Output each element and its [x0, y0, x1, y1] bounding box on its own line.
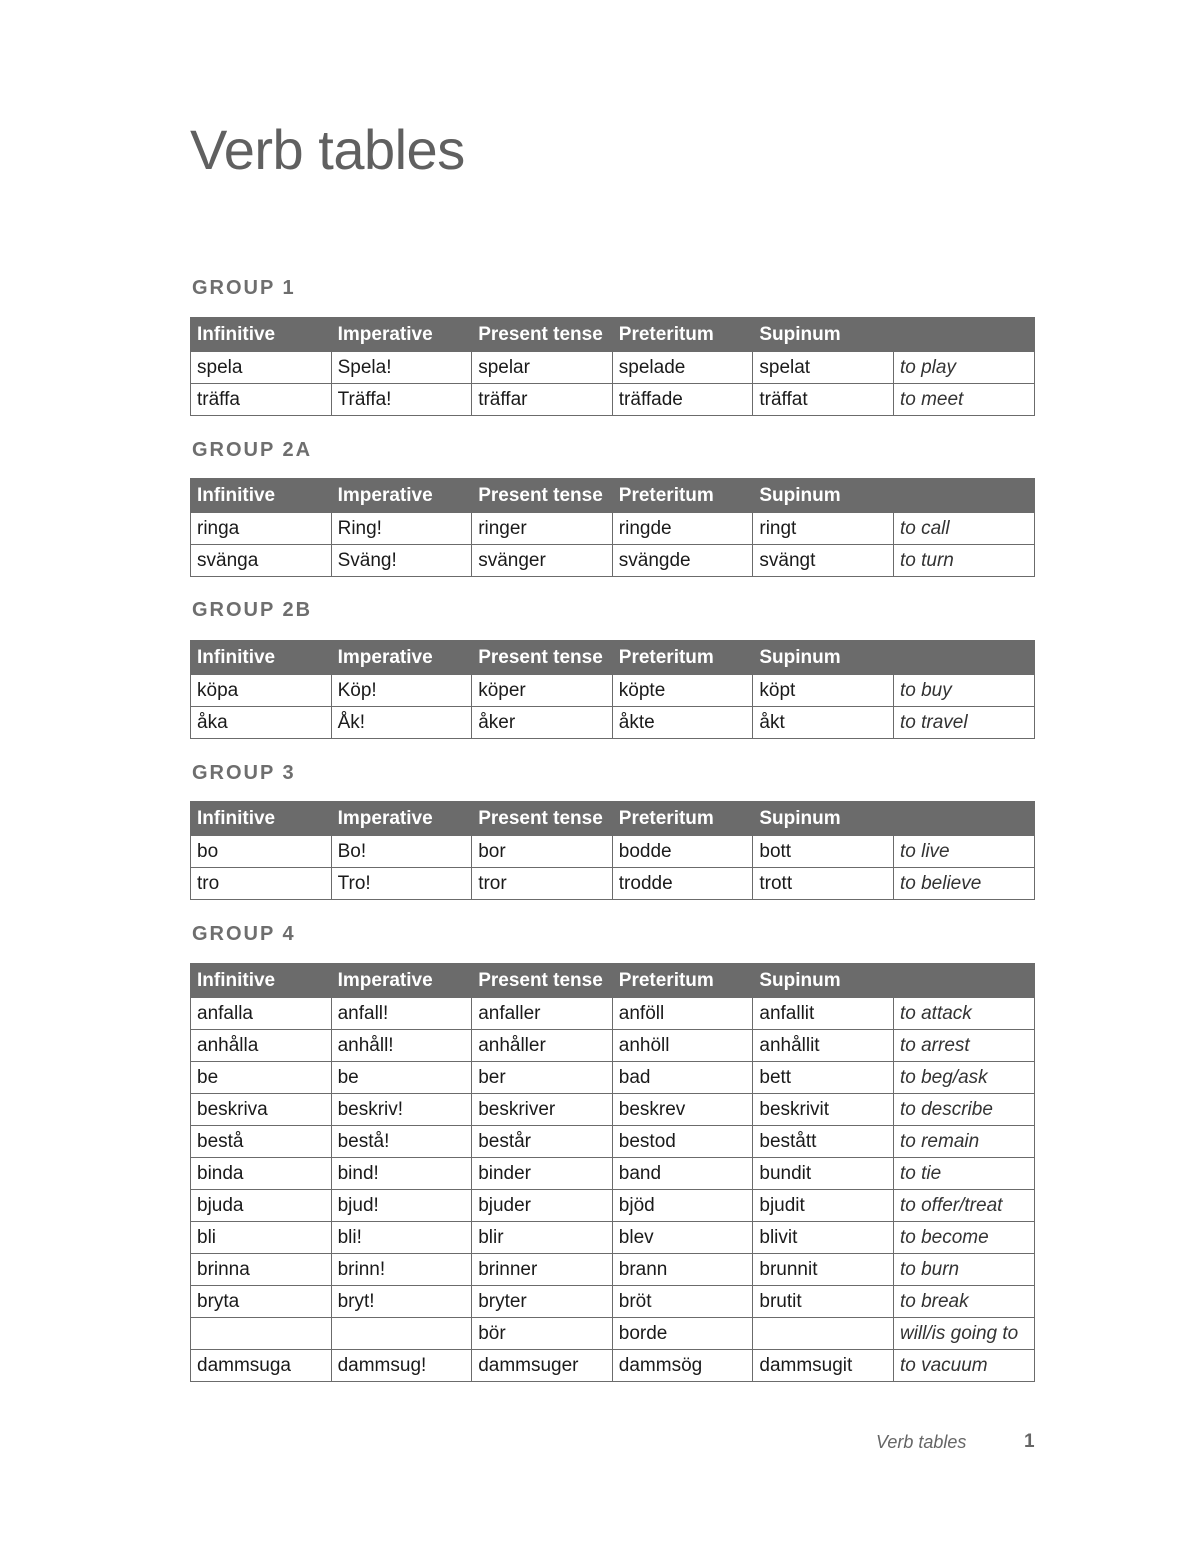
column-header-infinitive: Infinitive — [191, 964, 332, 998]
page-number: 1 — [1024, 1431, 1035, 1452]
infinitive-cell: dammsuga — [191, 1350, 332, 1382]
infinitive-cell: anhålla — [191, 1030, 332, 1062]
supinum-cell: trott — [753, 868, 894, 900]
imperative-cell: dammsug! — [331, 1350, 472, 1382]
table-row — [191, 1190, 1035, 1222]
preteritum-cell: bröt — [612, 1286, 753, 1318]
table-row — [191, 1094, 1035, 1126]
present-tense-cell: spelar — [472, 352, 613, 384]
supinum-cell: brutit — [753, 1286, 894, 1318]
column-header-supinum: Supinum — [753, 641, 894, 675]
column-header-meaning — [893, 318, 1034, 352]
imperative-cell: brinn! — [331, 1254, 472, 1286]
infinitive-cell — [191, 1318, 332, 1350]
group-4-heading: GROUP 4 — [192, 923, 296, 945]
present-tense-cell: ber — [472, 1062, 613, 1094]
present-tense-cell: blir — [472, 1222, 613, 1254]
supinum-cell: köpt — [753, 675, 894, 707]
meaning-cell: to meet — [893, 384, 1034, 416]
meaning-cell: to burn — [893, 1254, 1034, 1286]
supinum-cell: åkt — [753, 707, 894, 739]
supinum-cell: brunnit — [753, 1254, 894, 1286]
present-tense-cell: bör — [472, 1318, 613, 1350]
group-3-table — [190, 801, 1035, 900]
table-row — [191, 1254, 1035, 1286]
group-2b-heading: GROUP 2B — [192, 599, 313, 621]
meaning-cell: will/is going to — [893, 1318, 1034, 1350]
meaning-cell: to break — [893, 1286, 1034, 1318]
table-header-row — [191, 802, 1035, 836]
column-header-present-tense: Present tense — [472, 641, 613, 675]
table-row — [191, 1318, 1035, 1350]
meaning-cell: to attack — [893, 998, 1034, 1030]
infinitive-cell: bjuda — [191, 1190, 332, 1222]
table-header-row — [191, 318, 1035, 352]
meaning-cell: to live — [893, 836, 1034, 868]
table-row — [191, 1350, 1035, 1382]
meaning-cell: to believe — [893, 868, 1034, 900]
infinitive-cell: bo — [191, 836, 332, 868]
preteritum-cell: trodde — [612, 868, 753, 900]
meaning-cell: to describe — [893, 1094, 1034, 1126]
table-row — [191, 352, 1035, 384]
column-header-present-tense: Present tense — [472, 964, 613, 998]
infinitive-cell: spela — [191, 352, 332, 384]
preteritum-cell: bestod — [612, 1126, 753, 1158]
supinum-cell: träffat — [753, 384, 894, 416]
preteritum-cell: bodde — [612, 836, 753, 868]
present-tense-cell: bjuder — [472, 1190, 613, 1222]
present-tense-cell: bor — [472, 836, 613, 868]
column-header-imperative: Imperative — [331, 964, 472, 998]
table-row — [191, 868, 1035, 900]
column-header-preteritum: Preteritum — [612, 964, 753, 998]
imperative-cell: bjud! — [331, 1190, 472, 1222]
supinum-cell: beskrivit — [753, 1094, 894, 1126]
preteritum-cell: svängde — [612, 545, 753, 577]
present-tense-cell: beskriver — [472, 1094, 613, 1126]
imperative-cell: Bo! — [331, 836, 472, 868]
imperative-cell: Åk! — [331, 707, 472, 739]
column-header-imperative: Imperative — [331, 479, 472, 513]
table-row — [191, 1222, 1035, 1254]
imperative-cell: beskriv! — [331, 1094, 472, 1126]
imperative-cell: be — [331, 1062, 472, 1094]
column-header-meaning — [893, 802, 1034, 836]
infinitive-cell: binda — [191, 1158, 332, 1190]
imperative-cell: Träffa! — [331, 384, 472, 416]
supinum-cell: bestått — [753, 1126, 894, 1158]
table-row — [191, 1126, 1035, 1158]
table-row — [191, 1158, 1035, 1190]
footer-section-label: Verb tables — [876, 1432, 967, 1452]
group-2a-heading: GROUP 2A — [192, 439, 313, 461]
meaning-cell: to become — [893, 1222, 1034, 1254]
column-header-preteritum: Preteritum — [612, 479, 753, 513]
imperative-cell — [331, 1318, 472, 1350]
preteritum-cell: borde — [612, 1318, 753, 1350]
imperative-cell: bestå! — [331, 1126, 472, 1158]
meaning-cell: to arrest — [893, 1030, 1034, 1062]
table-header-row — [191, 964, 1035, 998]
meaning-cell: to tie — [893, 1158, 1034, 1190]
present-tense-cell: bryter — [472, 1286, 613, 1318]
meaning-cell: to play — [893, 352, 1034, 384]
supinum-cell: spelat — [753, 352, 894, 384]
supinum-cell: dammsugit — [753, 1350, 894, 1382]
imperative-cell: anhåll! — [331, 1030, 472, 1062]
imperative-cell: Tro! — [331, 868, 472, 900]
present-tense-cell: tror — [472, 868, 613, 900]
supinum-cell: bjudit — [753, 1190, 894, 1222]
imperative-cell: bli! — [331, 1222, 472, 1254]
preteritum-cell: bad — [612, 1062, 753, 1094]
group-1-table — [190, 317, 1035, 416]
present-tense-cell: ringer — [472, 513, 613, 545]
column-header-meaning — [893, 964, 1034, 998]
table-row — [191, 1030, 1035, 1062]
column-header-present-tense: Present tense — [472, 802, 613, 836]
meaning-cell: to vacuum — [893, 1350, 1034, 1382]
preteritum-cell: bjöd — [612, 1190, 753, 1222]
column-header-meaning — [893, 479, 1034, 513]
meaning-cell: to remain — [893, 1126, 1034, 1158]
present-tense-cell: dammsuger — [472, 1350, 613, 1382]
table-row — [191, 1286, 1035, 1318]
preteritum-cell: ringde — [612, 513, 753, 545]
column-header-preteritum: Preteritum — [612, 318, 753, 352]
supinum-cell: svängt — [753, 545, 894, 577]
infinitive-cell: tro — [191, 868, 332, 900]
table-header-row — [191, 641, 1035, 675]
imperative-cell: anfall! — [331, 998, 472, 1030]
meaning-cell: to turn — [893, 545, 1034, 577]
page-title: Verb tables — [190, 118, 465, 181]
column-header-preteritum: Preteritum — [612, 641, 753, 675]
column-header-imperative: Imperative — [331, 641, 472, 675]
table-row — [191, 384, 1035, 416]
imperative-cell: Spela! — [331, 352, 472, 384]
meaning-cell: to beg/ask — [893, 1062, 1034, 1094]
imperative-cell: bind! — [331, 1158, 472, 1190]
present-tense-cell: anfaller — [472, 998, 613, 1030]
supinum-cell: blivit — [753, 1222, 894, 1254]
imperative-cell: Sväng! — [331, 545, 472, 577]
present-tense-cell: består — [472, 1126, 613, 1158]
imperative-cell: bryt! — [331, 1286, 472, 1318]
group-1-heading: GROUP 1 — [192, 277, 296, 299]
preteritum-cell: anhöll — [612, 1030, 753, 1062]
column-header-infinitive: Infinitive — [191, 641, 332, 675]
column-header-meaning — [893, 641, 1034, 675]
column-header-infinitive: Infinitive — [191, 802, 332, 836]
group-2b-table — [190, 640, 1035, 739]
infinitive-cell: brinna — [191, 1254, 332, 1286]
supinum-cell: bott — [753, 836, 894, 868]
preteritum-cell: band — [612, 1158, 753, 1190]
group-2a-table — [190, 478, 1035, 577]
group-3-heading: GROUP 3 — [192, 762, 296, 784]
table-row — [191, 998, 1035, 1030]
table-row — [191, 675, 1035, 707]
column-header-present-tense: Present tense — [472, 479, 613, 513]
preteritum-cell: träffade — [612, 384, 753, 416]
infinitive-cell: beskriva — [191, 1094, 332, 1126]
meaning-cell: to call — [893, 513, 1034, 545]
column-header-supinum: Supinum — [753, 479, 894, 513]
table-header-row — [191, 479, 1035, 513]
column-header-supinum: Supinum — [753, 318, 894, 352]
present-tense-cell: åker — [472, 707, 613, 739]
present-tense-cell: köper — [472, 675, 613, 707]
table-row — [191, 1062, 1035, 1094]
table-row — [191, 545, 1035, 577]
supinum-cell: bett — [753, 1062, 894, 1094]
column-header-imperative: Imperative — [331, 318, 472, 352]
table-row — [191, 513, 1035, 545]
table-row — [191, 707, 1035, 739]
infinitive-cell: bestå — [191, 1126, 332, 1158]
meaning-cell: to buy — [893, 675, 1034, 707]
infinitive-cell: anfalla — [191, 998, 332, 1030]
infinitive-cell: köpa — [191, 675, 332, 707]
column-header-infinitive: Infinitive — [191, 318, 332, 352]
column-header-supinum: Supinum — [753, 802, 894, 836]
preteritum-cell: dammsög — [612, 1350, 753, 1382]
imperative-cell: Ring! — [331, 513, 472, 545]
preteritum-cell: köpte — [612, 675, 753, 707]
infinitive-cell: svänga — [191, 545, 332, 577]
infinitive-cell: åka — [191, 707, 332, 739]
present-tense-cell: binder — [472, 1158, 613, 1190]
infinitive-cell: träffa — [191, 384, 332, 416]
column-header-present-tense: Present tense — [472, 318, 613, 352]
present-tense-cell: anhåller — [472, 1030, 613, 1062]
present-tense-cell: brinner — [472, 1254, 613, 1286]
supinum-cell — [753, 1318, 894, 1350]
preteritum-cell: anföll — [612, 998, 753, 1030]
supinum-cell: ringt — [753, 513, 894, 545]
column-header-supinum: Supinum — [753, 964, 894, 998]
column-header-infinitive: Infinitive — [191, 479, 332, 513]
preteritum-cell: blev — [612, 1222, 753, 1254]
table-row — [191, 836, 1035, 868]
meaning-cell: to travel — [893, 707, 1034, 739]
imperative-cell: Köp! — [331, 675, 472, 707]
preteritum-cell: beskrev — [612, 1094, 753, 1126]
infinitive-cell: bli — [191, 1222, 332, 1254]
present-tense-cell: svänger — [472, 545, 613, 577]
supinum-cell: anhållit — [753, 1030, 894, 1062]
supinum-cell: bundit — [753, 1158, 894, 1190]
present-tense-cell: träffar — [472, 384, 613, 416]
column-header-imperative: Imperative — [331, 802, 472, 836]
group-4-table — [190, 963, 1035, 1382]
infinitive-cell: ringa — [191, 513, 332, 545]
supinum-cell: anfallit — [753, 998, 894, 1030]
meaning-cell: to offer/treat — [893, 1190, 1034, 1222]
column-header-preteritum: Preteritum — [612, 802, 753, 836]
preteritum-cell: spelade — [612, 352, 753, 384]
infinitive-cell: bryta — [191, 1286, 332, 1318]
preteritum-cell: brann — [612, 1254, 753, 1286]
preteritum-cell: åkte — [612, 707, 753, 739]
infinitive-cell: be — [191, 1062, 332, 1094]
